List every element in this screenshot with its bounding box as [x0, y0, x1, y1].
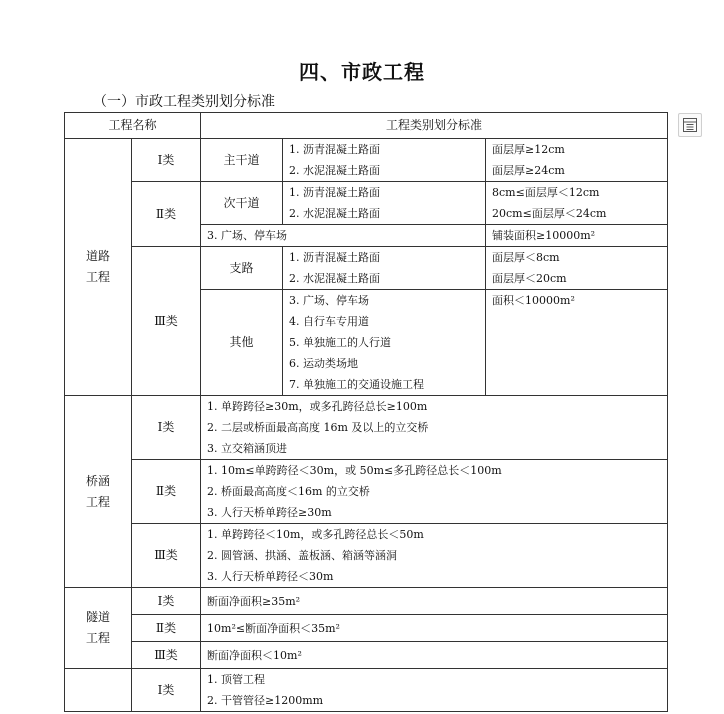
bridge-class-3-items: 1. 单跨跨径＜10m，或多孔跨径总长＜50m 2. 圆管涵、拱涵、盖板涵、箱涵等涵洞 3. 人行天桥单跨径＜30m	[201, 524, 668, 588]
tunnel-class-3: Ⅲ类	[132, 642, 201, 669]
bridge-class-1-items: 1. 单跨跨径≥30m，或多孔跨径总长≥100m 2. 二层或桥面最高高度 16m 及以上的立交桥 3. 立交箱涵顶进	[201, 396, 668, 460]
table-row	[65, 615, 668, 642]
table-row	[65, 396, 668, 460]
classification-table	[64, 112, 668, 712]
secondary-road-label: 次干道	[201, 182, 283, 225]
table-header-row	[65, 113, 668, 139]
road-class-3: Ⅲ类	[132, 247, 201, 396]
secondary-road-items: 1. 沥青混凝土路面 2. 水泥混凝土路面	[283, 182, 486, 225]
bridge-class-2: Ⅱ类	[132, 460, 201, 524]
secondary-road-values: 8cm≤面层厚＜12cm 20cm≤面层厚＜24cm	[486, 182, 668, 225]
bridge-engineering-cell: 桥涵 工程	[65, 396, 132, 588]
table-row	[65, 669, 668, 712]
page-title: 四、市政工程	[299, 60, 425, 84]
grid-table-icon[interactable]	[678, 113, 702, 137]
tunnel-class-1: Ⅰ类	[132, 588, 201, 615]
next-category-cell	[65, 669, 132, 712]
road-engineering-cell: 道路 工程	[65, 139, 132, 396]
section-subtitle: （一）市政工程类别划分标准	[93, 94, 275, 110]
table-row	[65, 247, 668, 290]
pipe-class-1-items: 1. 顶管工程 2. 干管管径≥1200mm	[201, 669, 668, 712]
main-road-label: 主干道	[201, 139, 283, 182]
header-standard: 工程类别划分标准	[201, 113, 668, 139]
table-row	[65, 524, 668, 588]
tunnel-class-1-value: 断面净面积≥35m²	[201, 588, 668, 615]
tunnel-class-2-value: 10m²≤断面净面积＜35m²	[201, 615, 668, 642]
tunnel-class-2: Ⅱ类	[132, 615, 201, 642]
branch-road-values: 面层厚＜8cm 面层厚＜20cm	[486, 247, 668, 290]
main-road-items: 1. 沥青混凝土路面 2. 水泥混凝土路面	[283, 139, 486, 182]
table-row	[65, 460, 668, 524]
other-road-items: 3. 广场、停车场 4. 自行车专用道 5. 单独施工的人行道 6. 运动类场地 7. 单独施工的交通设施工程	[283, 290, 486, 396]
parking-item: 3. 广场、停车场	[201, 225, 486, 247]
pipe-class-1: Ⅰ类	[132, 669, 201, 712]
road-class-1: Ⅰ类	[132, 139, 201, 182]
parking-value: 铺装面积≥10000m²	[486, 225, 668, 247]
tunnel-engineering-cell: 隧道 工程	[65, 588, 132, 669]
bridge-class-1: Ⅰ类	[132, 396, 201, 460]
bridge-class-2-items: 1. 10m≤单跨跨径＜30m，或 50m≤多孔跨径总长＜100m 2. 桥面最高高度＜16m 的立交桥 3. 人行天桥单跨径≥30m	[201, 460, 668, 524]
header-project-name: 工程名称	[65, 113, 201, 139]
other-road-label: 其他	[201, 290, 283, 396]
road-class-2: Ⅱ类	[132, 182, 201, 247]
table-row	[65, 139, 668, 182]
table-row	[65, 588, 668, 615]
branch-road-items: 1. 沥青混凝土路面 2. 水泥混凝土路面	[283, 247, 486, 290]
other-road-value: 面积＜10000m²	[486, 290, 668, 396]
table-row	[65, 182, 668, 225]
main-road-values: 面层厚≥12cm 面层厚≥24cm	[486, 139, 668, 182]
tunnel-class-3-value: 断面净面积＜10m²	[201, 642, 668, 669]
bridge-class-3: Ⅲ类	[132, 524, 201, 588]
branch-road-label: 支路	[201, 247, 283, 290]
table-row	[65, 642, 668, 669]
